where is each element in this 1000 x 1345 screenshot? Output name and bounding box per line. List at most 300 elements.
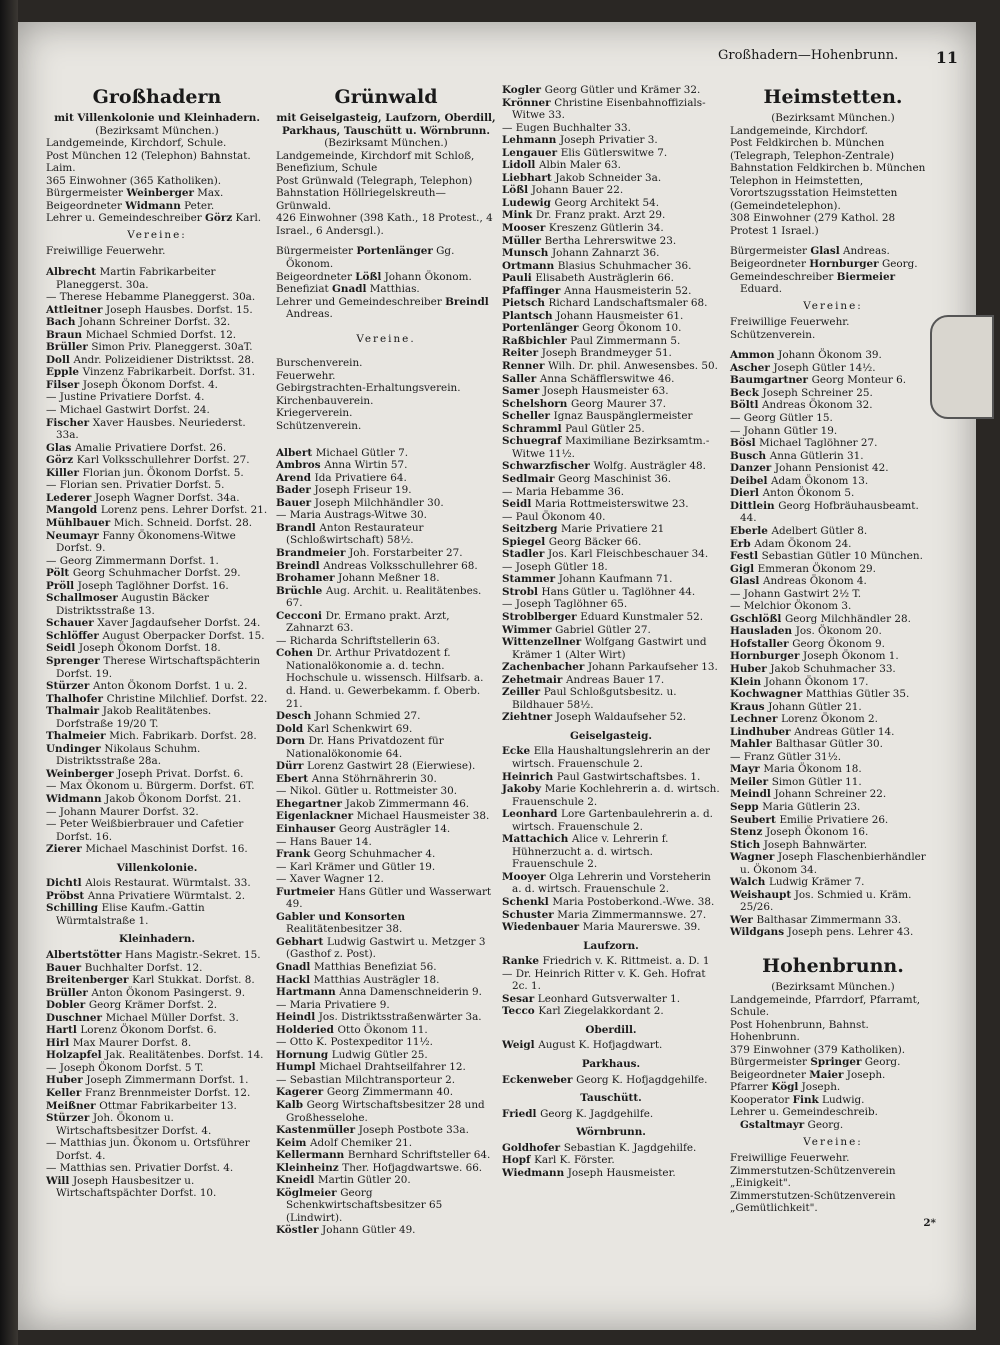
- resident-surname: Zierer: [46, 843, 86, 856]
- resident-entry: [46, 417, 268, 442]
- resident-surname: Kneidl: [276, 1174, 318, 1187]
- resident-detail: — Johann Gastwirt 2½ T.: [730, 587, 862, 600]
- resident-detail: Jakob Realitätenbes. Dorfstraße 19/20 T.: [56, 705, 212, 730]
- resident-entry: [730, 713, 936, 726]
- resident-entry: [730, 914, 936, 927]
- officials: [276, 245, 496, 320]
- resident-surname: Ebert: [276, 772, 312, 785]
- district: (Bezirksamt München.): [95, 124, 219, 137]
- page-header: [718, 48, 958, 67]
- official-detail: Max.: [193, 187, 224, 200]
- resident-surname: Kogler: [502, 84, 545, 96]
- resident-entry: [46, 949, 268, 962]
- resident-entry: [502, 771, 720, 784]
- official-role: Bürgermeister: [730, 245, 811, 258]
- official-entry: [46, 212, 268, 225]
- resident-entry: [502, 993, 720, 1006]
- resident-detail: Johann Schreiner 22.: [774, 788, 887, 801]
- resident-entry: [730, 776, 936, 789]
- resident-entry: [46, 530, 268, 555]
- resident-entry: [276, 999, 496, 1012]
- resident-entry: [730, 763, 936, 776]
- resident-entry: [730, 588, 936, 601]
- resident-entry: [46, 818, 268, 843]
- resident-detail: Friedrich v. K. Rittmeist. a. D. 1: [542, 955, 710, 968]
- resident-entry: [502, 896, 720, 909]
- resident-entry: [502, 523, 720, 536]
- resident-detail: Johann Hausmeister 61.: [556, 309, 684, 322]
- resident-entry: [276, 1074, 496, 1087]
- resident-entry: [502, 711, 720, 724]
- resident-entry: [276, 1187, 496, 1225]
- resident-detail: — Johann Maurer Dorfst. 32.: [46, 805, 199, 818]
- resident-entry: [276, 1024, 496, 1037]
- resident-surname: Hackl: [276, 973, 314, 986]
- official-detail: Ludwig.: [818, 1093, 865, 1106]
- resident-detail: Adam Ökonom 13.: [771, 474, 869, 487]
- official-name: Görz: [205, 212, 233, 225]
- official-detail: Georg.: [861, 1056, 901, 1069]
- official-name: Maier: [809, 1068, 844, 1081]
- resident-detail: Joseph Waldaufseher 52.: [555, 711, 687, 724]
- resident-list: [276, 447, 496, 1237]
- resident-list: [46, 266, 268, 856]
- text-line: Landgemeinde, Pfarrdorf, Pfarramt, Schule.: [730, 993, 921, 1019]
- resident-entry: [730, 362, 936, 375]
- official-role: Kooperator: [730, 1093, 793, 1106]
- resident-surname: Keller: [46, 1087, 86, 1100]
- text-line: 379 Einwohner (379 Katholiken).: [730, 1043, 906, 1056]
- town-subtitle: mit Geiselgasteig, Laufzorn, Oberdill, Parkhaus, Tauschütt u. Wörnbrunn.: [276, 112, 496, 137]
- resident-entry: [730, 738, 936, 751]
- resident-entry: [46, 642, 268, 655]
- resident-entry: [46, 479, 268, 492]
- resident-entry: [46, 1037, 268, 1050]
- resident-detail: Franz Brennmeister Dorfst. 12.: [85, 1087, 251, 1100]
- resident-detail: Lorenz pens. Lehrer Dorfst. 21.: [100, 504, 268, 517]
- official-detail: Gg. Ökonom.: [286, 245, 455, 271]
- resident-list: [46, 877, 268, 927]
- resident-detail: Johann Pensionist 42.: [774, 462, 889, 475]
- resident-entry: [730, 600, 936, 613]
- resident-detail: — Hans Bauer 14.: [276, 835, 372, 848]
- resident-entry: [502, 1142, 720, 1155]
- resident-list: [46, 949, 268, 1200]
- resident-surname: Schwarzfischer: [502, 460, 594, 473]
- resident-detail: — Franz Gütler 31½.: [730, 750, 842, 763]
- resident-list: [502, 1039, 720, 1052]
- resident-detail: Georg Schuhmacher Dorfst. 29.: [72, 567, 241, 580]
- resident-detail: Andreas Volksschullehrer 68.: [323, 559, 478, 572]
- resident-surname: Glasl: [730, 575, 763, 588]
- book-spine: [0, 0, 18, 1345]
- resident-detail: Hans Gütler u. Taglöhner 44.: [541, 585, 696, 598]
- resident-surname: Ranke: [502, 955, 543, 968]
- resident-surname: Albert: [276, 446, 316, 459]
- town-info: [730, 994, 936, 1057]
- resident-detail: Johann Zahnarzt 36.: [551, 247, 660, 260]
- resident-detail: Joseph Hausbes. Dorfst. 15.: [106, 303, 253, 316]
- resident-detail: Ludwig Gastwirt u. Metzger 3 (Gasthof z. Post).: [286, 935, 486, 961]
- resident-surname: Bader: [276, 484, 315, 497]
- resident-surname: Desch: [276, 710, 315, 723]
- resident-detail: Joseph Brandmeyger 51.: [541, 347, 672, 360]
- official-entry: [730, 245, 936, 258]
- resident-entry: [730, 926, 936, 939]
- district: (Bezirksamt München.): [771, 112, 895, 124]
- resident-surname: Lindhuber: [730, 725, 795, 738]
- resident-entry: [276, 1061, 496, 1074]
- officials: [46, 187, 268, 225]
- resident-entry: [502, 573, 720, 586]
- resident-entry: [502, 871, 720, 896]
- resident-detail: Joseph Hausbesitzer u. Wirtschaftspächter Dorfst. 10.: [56, 1174, 217, 1200]
- resident-detail: Maria Ökonom 18.: [763, 763, 862, 776]
- resident-entry: [730, 826, 936, 839]
- resident-surname: Mattachich: [502, 833, 572, 846]
- resident-detail: Matthias Benefiziat 56.: [314, 961, 437, 973]
- resident-entry: [502, 335, 720, 348]
- text-line: 426 Einwohner (398 Kath., 18 Protest., 4 Israel., 6 Andersgl.).: [276, 212, 493, 237]
- resident-detail: — Paul Ökonom 40.: [502, 510, 606, 523]
- resident-surname: Walch: [730, 876, 769, 889]
- resident-surname: Dichtl: [46, 877, 86, 890]
- official-name: Widmann: [125, 199, 181, 212]
- resident-detail: Joseph Zimmermann Dorfst. 1.: [86, 1074, 249, 1087]
- resident-entry: [276, 1011, 496, 1024]
- resident-surname: Meiler: [730, 775, 772, 788]
- resident-surname: Krönner: [502, 96, 555, 109]
- resident-detail: Olga Lehrerin und Vorsteherin a. d. wirtsch. Frauenschule 2.: [512, 870, 711, 896]
- official-entry: [730, 1069, 936, 1082]
- resident-surname: Cohen: [276, 647, 317, 660]
- resident-entry: [502, 172, 720, 185]
- resident-entry: [730, 387, 936, 400]
- town-title: Heimstetten.: [763, 86, 903, 108]
- resident-surname: Kalb: [276, 1099, 307, 1112]
- resident-detail: Joseph Ökonom Dorfst. 4.: [82, 378, 218, 391]
- resident-entry: [276, 459, 496, 472]
- resident-detail: Anna Gütlerin 31.: [769, 449, 864, 462]
- resident-entry: [276, 1086, 496, 1099]
- resident-entry: [276, 974, 496, 987]
- resident-surname: Holzapfel: [46, 1049, 106, 1062]
- resident-detail: Georg Bäcker 66.: [548, 535, 642, 548]
- resident-entry: [276, 798, 496, 811]
- resident-surname: Eigenlackner: [276, 810, 357, 823]
- resident-detail: Alois Restaurat. Würmtalst. 33.: [85, 877, 251, 890]
- resident-surname: Wittenzellner: [502, 636, 585, 649]
- resident-surname: Widmann: [46, 792, 106, 805]
- resident-entry: [730, 538, 936, 551]
- text-line: Landgemeinde, Kirchdorf, Schule.: [46, 137, 227, 150]
- resident-entry: [46, 806, 268, 819]
- official-detail: Andreas.: [839, 245, 890, 258]
- resident-detail: — Michael Gastwirt Dorfst. 24.: [46, 404, 210, 417]
- page-number: 11: [935, 48, 958, 67]
- section-heading: Geiselgasteig.: [570, 729, 652, 742]
- resident-detail: Jos. Karl Fleischbeschauer 34.: [547, 548, 709, 561]
- section-heading: Kleinhadern.: [119, 933, 195, 946]
- resident-detail: Maria Maurerswe. 39.: [582, 921, 701, 934]
- resident-detail: Johann Kaufmann 71.: [558, 573, 673, 586]
- text-line: Post Hohenbrunn, Bahnst. Hohenbrunn.: [730, 1018, 869, 1044]
- vereine-heading: Vereine.: [356, 332, 416, 345]
- resident-surname: Mooser: [502, 222, 549, 235]
- resident-entry: [502, 536, 720, 549]
- resident-entry: [502, 909, 720, 922]
- resident-detail: — Dr. Heinrich Ritter v. K. Geh. Hofrat 2c. 1.: [502, 967, 706, 993]
- resident-entry: [276, 585, 496, 610]
- resident-surname: Weishaupt: [730, 888, 795, 901]
- resident-surname: Furtmeier: [276, 885, 339, 898]
- resident-detail: Joseph Flaschenbierhändler u. Ökonom 34.: [740, 851, 926, 876]
- resident-surname: Lidoll: [502, 159, 539, 172]
- resident-entry: [276, 848, 496, 861]
- resident-entry: [276, 497, 496, 510]
- resident-surname: Sesar: [502, 992, 538, 1005]
- official-name: Weinberger: [126, 187, 194, 200]
- official-role: Lehrer und Gemeindeschreiber: [276, 295, 446, 308]
- column-heimstetten-hohenbrunn: [730, 84, 936, 1229]
- resident-entry: [730, 475, 936, 488]
- resident-entry: [502, 247, 720, 260]
- resident-entry: [276, 472, 496, 485]
- resident-detail: Ther. Hofjagdwartswe. 66.: [342, 1161, 483, 1174]
- resident-detail: Joseph Hausmeister.: [567, 1166, 676, 1179]
- resident-surname: Schallmoser: [46, 592, 122, 605]
- resident-entry: [276, 723, 496, 736]
- resident-surname: Meindl: [730, 788, 775, 801]
- resident-entry: [730, 462, 936, 475]
- resident-detail: Joseph Wagner Dorfst. 34a.: [94, 491, 240, 504]
- resident-surname: Kagerer: [276, 1086, 327, 1099]
- resident-surname: Meißner: [46, 1099, 100, 1112]
- resident-detail: Andreas Gütler 14.: [794, 725, 895, 738]
- resident-surname: Lengauer: [502, 146, 561, 159]
- resident-entry: [730, 701, 936, 714]
- resident-surname: Mayr: [730, 763, 764, 776]
- resident-detail: Christine Eisenbahnoffizials-Witwe 33.: [512, 96, 706, 122]
- resident-detail: Joseph Gütler 14½.: [773, 361, 876, 374]
- resident-detail: Joh. Ökonom u. Wirtschaftsbesitzer Dorfst. 4.: [56, 1112, 212, 1137]
- official-name: Glasl: [810, 245, 840, 258]
- official-entry: [276, 283, 496, 296]
- resident-detail: Anna Privatiere Würmtalst. 2.: [87, 889, 246, 902]
- resident-entry: [46, 1112, 268, 1137]
- resident-entry: [46, 454, 268, 467]
- resident-detail: Anna Damenschneiderin 9.: [339, 986, 482, 999]
- resident-surname: Hartmann: [276, 986, 340, 999]
- resident-entry: [46, 987, 268, 1000]
- resident-surname: Lehmann: [502, 134, 560, 147]
- officials: [730, 245, 936, 295]
- resident-entry: [502, 1167, 720, 1180]
- resident-entry: [502, 783, 720, 808]
- column-grosshadern: [46, 84, 268, 1200]
- resident-list: [502, 1108, 720, 1121]
- resident-entry: [46, 1175, 268, 1200]
- directory-page: [18, 22, 976, 1330]
- resident-entry: [46, 974, 268, 987]
- official-role: Gemeindeschreiber: [730, 270, 837, 283]
- resident-surname: Pietsch: [502, 297, 549, 310]
- resident-entry: [502, 260, 720, 273]
- resident-surname: Lößl: [502, 184, 532, 197]
- resident-detail: Simon Gütler 11.: [771, 775, 862, 788]
- resident-detail: — Maria Hebamme 36.: [502, 485, 625, 498]
- resident-surname: Brüchle: [276, 584, 326, 597]
- resident-surname: Heindl: [276, 1011, 319, 1024]
- resident-entry: [46, 304, 268, 317]
- resident-surname: Wildgans: [730, 926, 788, 939]
- resident-entry: [46, 329, 268, 342]
- resident-surname: Sedlmair: [502, 472, 559, 485]
- text-line: 308 Einwohner (279 Kathol. 28 Protest 1 Israel.): [730, 212, 896, 237]
- resident-detail: Michael Maschinist Dorfst. 16.: [85, 843, 248, 856]
- resident-detail: — Therese Hebamme Planeggerst. 30a.: [46, 291, 256, 304]
- resident-entry: [502, 586, 720, 599]
- official-role: Bürgermeister: [46, 187, 127, 200]
- resident-entry: [46, 1049, 268, 1062]
- resident-detail: Johann Gütler 49.: [322, 1224, 416, 1237]
- resident-surname: Kastenmüller: [276, 1124, 359, 1137]
- resident-surname: Ludewig: [502, 196, 555, 209]
- section-heading: Villenkolonie.: [116, 861, 198, 874]
- resident-entry: [730, 613, 936, 626]
- resident-surname: Dorn: [276, 735, 309, 748]
- resident-entry: [502, 147, 720, 160]
- text-line: Post Grünwald (Telegraph, Telephon) Bahnstation Höllriegelskreuth—Grünwald.: [276, 174, 473, 212]
- official-role: Lehrer u. Gemeindeschreiber: [46, 212, 206, 225]
- resident-entry: [46, 743, 268, 768]
- resident-detail: Mich. Fabrikarb. Dorfst. 28.: [109, 730, 257, 743]
- official-entry: [730, 1056, 936, 1069]
- resident-entry: [502, 222, 720, 235]
- resident-detail: Anna Hausmeisterin 52.: [564, 284, 692, 297]
- resident-detail: Joh. Forstarbeiter 27.: [349, 546, 463, 559]
- resident-detail: Karl Volksschullehrer Dorfst. 27.: [76, 454, 250, 467]
- resident-detail: Ludwig Gütler 25.: [331, 1048, 428, 1061]
- resident-entry: [46, 655, 268, 680]
- resident-detail: Jak. Realitätenbes. Dorfst. 14.: [105, 1049, 264, 1062]
- resident-detail: Karl Ziegelakkordant 2.: [538, 1005, 664, 1018]
- text-line: Landgemeinde, Kirchdorf.: [730, 124, 868, 137]
- resident-entry: [502, 1154, 720, 1167]
- resident-detail: Augustin Bäcker Distriktsstraße 13.: [56, 592, 209, 617]
- resident-entry: [46, 555, 268, 568]
- resident-entry: [502, 548, 720, 561]
- resident-surname: Ziehtner: [502, 711, 556, 724]
- resident-detail: Fanny Ökonomens-Witwe Dorfst. 9.: [56, 529, 236, 555]
- resident-entry: [276, 785, 496, 798]
- resident-entry: [730, 726, 936, 739]
- resident-entry: [46, 705, 268, 730]
- official-detail: Karl.: [232, 212, 262, 225]
- resident-detail: Georg K. Jagdgehilfe.: [540, 1107, 654, 1120]
- resident-surname: Brüller: [46, 341, 92, 354]
- resident-detail: Hans Magistr.-Sekret. 15.: [125, 949, 261, 961]
- resident-entry: [276, 961, 496, 974]
- resident-surname: Kochwagner: [730, 688, 806, 701]
- resident-entry: [502, 511, 720, 524]
- officials: [730, 1056, 936, 1131]
- resident-surname: Plantsch: [502, 309, 557, 322]
- official-entry: [730, 1094, 936, 1107]
- resident-detail: — Melchior Ökonom 3.: [730, 600, 852, 613]
- resident-entry: [502, 1005, 720, 1018]
- resident-detail: Elis Gütlerswitwe 7.: [560, 146, 668, 159]
- resident-surname: Thalhofer: [46, 692, 107, 705]
- resident-entry: [276, 522, 496, 547]
- resident-surname: Müller: [502, 234, 545, 247]
- resident-entry: [502, 159, 720, 172]
- resident-surname: Will: [46, 1174, 73, 1187]
- resident-surname: Renner: [502, 360, 549, 373]
- town-title: Großhadern: [92, 86, 222, 108]
- resident-detail: August K. Hofjagdwart.: [538, 1039, 663, 1052]
- resident-surname: Hornburger: [730, 650, 804, 663]
- resident-surname: Zachenbacher: [502, 661, 588, 674]
- official-entry: [730, 271, 936, 296]
- resident-surname: Gnadl: [276, 961, 314, 973]
- resident-detail: — Karl Krämer und Gütler 19.: [276, 860, 436, 873]
- resident-surname: Fischer: [46, 416, 93, 429]
- resident-detail: Ludwig Krämer 7.: [768, 876, 865, 889]
- resident-entry: [502, 410, 720, 423]
- resident-detail: Sebastian K. Jagdgehilfe.: [563, 1141, 697, 1154]
- resident-entry: [276, 1224, 496, 1237]
- official-name: Kögl: [771, 1081, 799, 1094]
- resident-entry: [502, 272, 720, 285]
- resident-entry: [276, 560, 496, 573]
- resident-entry: [502, 122, 720, 135]
- resident-detail: Anton Ökonom Dorfst. 1 u. 2.: [92, 680, 248, 693]
- resident-surname: Breitenberger: [46, 974, 133, 987]
- resident-entry: [276, 911, 496, 936]
- text-line: Post München 12 (Telephon) Bahnstat. Laim.: [46, 149, 251, 175]
- section-heading: Parkhaus.: [581, 1058, 641, 1071]
- resident-surname: Epple: [46, 366, 83, 379]
- resident-entry: [502, 197, 720, 210]
- resident-detail: Paul Gütler 25.: [565, 422, 645, 435]
- resident-entry: [502, 598, 720, 611]
- resident-surname: Brandl: [276, 521, 320, 534]
- resident-entry: [502, 460, 720, 473]
- resident-surname: Sepp: [730, 800, 763, 813]
- resident-detail: Joseph Ökonom 16.: [766, 826, 869, 839]
- vereine-list: [276, 357, 496, 432]
- official-entry: [276, 245, 496, 270]
- official-detail: Georg.: [878, 258, 918, 271]
- resident-surname: Gigl: [730, 562, 758, 575]
- resident-entry: [276, 986, 496, 999]
- resident-entry: [276, 886, 496, 911]
- resident-detail: Dr. Arthur Privatdozent f. Nationalökonomie a. d. techn. Hochschule u. wissensch. Hilfsarb. a. d. Hand. u. Gewerbekamm. f. Oberb. 21.: [286, 647, 484, 710]
- resident-detail: Adelbert Gütler 8.: [771, 524, 868, 537]
- resident-detail: Georg Schenkwirtschaftsbesitzer 65 (Lindwirt).: [286, 1186, 443, 1224]
- resident-entry: [502, 1108, 720, 1121]
- resident-entry: [730, 688, 936, 701]
- resident-detail: Joseph Ökonom Dorfst. 18.: [78, 642, 221, 655]
- resident-detail: Jakob Schneider 3a.: [555, 171, 662, 184]
- resident-entry: [46, 617, 268, 630]
- official-entry: [46, 187, 268, 200]
- resident-surname: Bauer: [46, 961, 85, 974]
- official-role: Bürgermeister: [276, 245, 357, 258]
- resident-detail: Michael Taglöhner 27.: [759, 437, 878, 450]
- resident-detail: — Maria Austrags-Witwe 30.: [276, 509, 427, 522]
